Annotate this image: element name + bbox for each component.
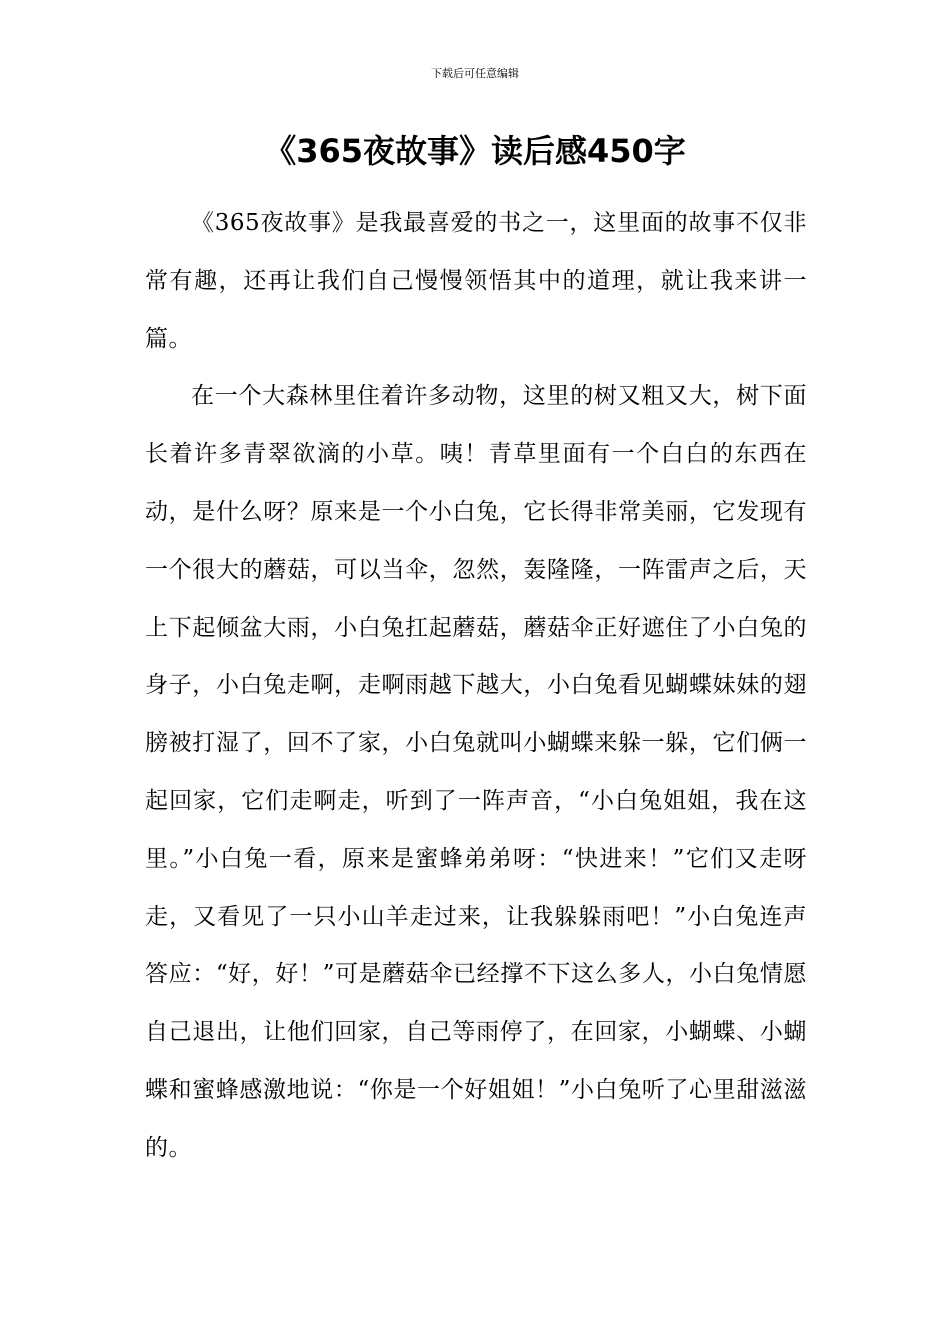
document-body bbox=[145, 195, 807, 1178]
header-note: 下载后可任意编辑 bbox=[431, 67, 519, 80]
paragraph-intro: 《365夜故事》是我最喜爱的书之一，这里面的故事不仅非常有趣，还再让我们自己慢慢领悟其中的道理，就让我来讲一篇。 bbox=[145, 210, 807, 352]
document-title: 《365夜故事》读后感450字 bbox=[264, 132, 686, 170]
paragraph-story: 在一个大森林里住着许多动物，这里的树又粗又大，树下面长着许多青翠欲滴的小草。咦！青草里面有一个白白的东西在动，是什么呀？原来是一个小白兔，它长得非常美丽，它发现有一个很大的蘑菇，可以当伞，忽然，轰隆隆，一阵雷声之后，天上下起倾盆大雨，小白兔扛起蘑菇，蘑菇伞正好遮住了小白兔的身子，小白兔走啊，走啊雨越下越大，小白兔看见蝴蝶妹妹的翅膀被打湿了，回不了家，小白兔就叫小蝴蝶来躲一躲，它们俩一起回家，它们走啊走，听到了一阵声音，“小白兔姐姐，我在这里。”小白兔一看，原来是蜜蜂弟弟呀：“快进来！”它们又走呀走，又看见了一只小山羊走过来，让我躲躲雨吧！”小白兔连声答应：“好，好！”可是蘑菇伞已经撑不下这么多人，小白兔情愿自己退出，让他们回家，自己等雨停了，在回家，小蝴蝶、小蝴蝶和蜜蜂感激地说：“你是一个好姐姐！”小白兔听了心里甜滋滋的。 bbox=[145, 383, 807, 1161]
